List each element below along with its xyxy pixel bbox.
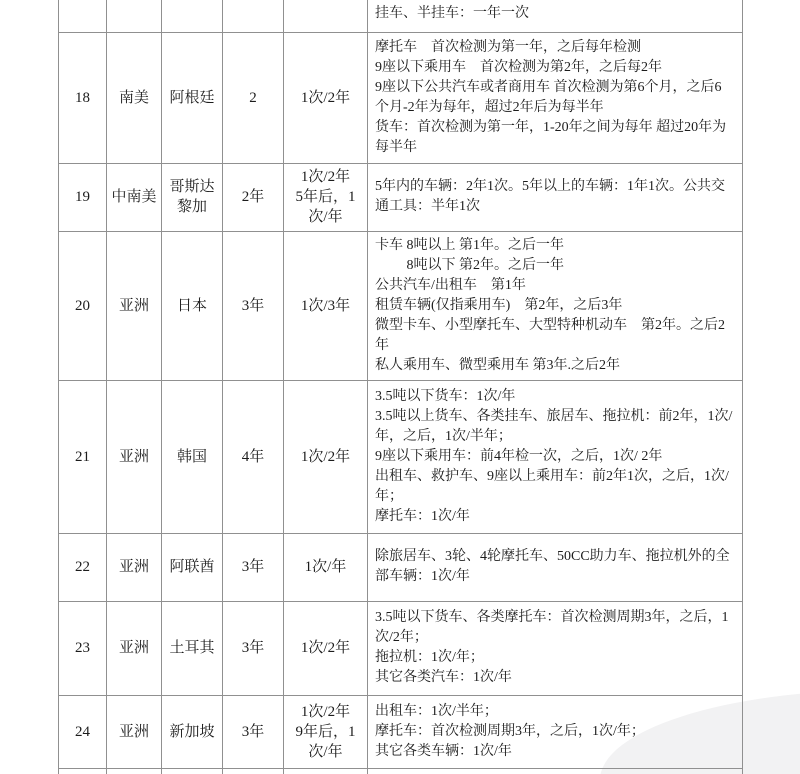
country-cell: 哥斯达黎加: [162, 163, 223, 231]
detail-line: 私人乘用车、微型乘用车 第3年.之后2年: [375, 357, 620, 373]
detail-line: 卡车 8吨以上 第1年。之后一年: [375, 237, 564, 253]
frequency-cell: [284, 231, 368, 380]
table-row: [59, 231, 743, 380]
row-number-cell: 23: [59, 601, 107, 695]
table-row: [59, 380, 743, 533]
detail-line: 其它各类车辆：1次/年: [375, 743, 512, 759]
detail-line: 3.5吨以下货车、各类摩托车：首次检测周期3年，之后，1次/2年；: [375, 610, 729, 645]
frequency-line: 1次/2年: [300, 640, 351, 656]
region-cell: [107, 0, 162, 32]
region-cell: 中南美: [107, 163, 162, 231]
detail-line: 租赁车辆(仅指乘用车) 第2年，之后3年: [375, 297, 623, 313]
row-number-cell: 22: [59, 533, 107, 601]
details-cell: [368, 231, 743, 380]
first-inspection-cell: 3年: [223, 695, 284, 768]
detail-line: 摩托车：首次检测周期3年，之后，1次/年；: [375, 723, 645, 739]
detail-line: 货车：首次检测为第一年，1-20年之间为每年 超过20年为每半年: [375, 119, 727, 155]
frequency-cell: [284, 695, 368, 768]
country-cell: [162, 768, 223, 774]
frequency-line: 1次/2年: [300, 89, 351, 106]
details-cell: [368, 32, 743, 163]
region-cell: 亚洲: [107, 601, 162, 695]
frequency-line: 1次/2年: [300, 169, 351, 185]
row-number-cell: 21: [59, 380, 107, 533]
table-body: [59, 0, 743, 774]
country-cell: 日本: [162, 231, 223, 380]
detail-line: 摩托车：1次/年: [375, 508, 470, 524]
first-inspection-cell: 2年: [223, 163, 284, 231]
frequency-cell: [284, 32, 368, 163]
detail-line: 9座以下乘用车：前4年检一次，之后，1次/ 2年: [375, 448, 663, 464]
detail-line: 摩托车 首次检测为第一年，之后每年检测: [375, 39, 641, 55]
details-cell: [368, 768, 743, 774]
table-row: [59, 533, 743, 601]
detail-line: 8吨以下 第2年。之后一年: [375, 257, 564, 273]
row-number-cell: 19: [59, 163, 107, 231]
region-cell: 亚洲: [107, 533, 162, 601]
table-row: [59, 695, 743, 768]
details-cell: [368, 695, 743, 768]
detail-line: 其它各类汽车：1次/年: [375, 670, 512, 685]
frequency-cell: [284, 768, 368, 774]
frequency-line: 1次/2年: [300, 703, 351, 720]
region-cell: [107, 768, 162, 774]
country-cell: 韩国: [162, 380, 223, 533]
first-inspection-cell: [223, 768, 284, 774]
detail-line: 挂车、半挂车：一年一次: [375, 6, 529, 21]
region-cell: 亚洲: [107, 231, 162, 380]
frequency-cell: [284, 163, 368, 231]
first-inspection-cell: 2: [223, 32, 284, 163]
first-inspection-cell: 3年: [223, 533, 284, 601]
table-row-partial-top: [59, 0, 743, 32]
table-row: [59, 163, 743, 231]
details-cell: [368, 163, 743, 231]
frequency-line: 9年后，1次/年: [295, 723, 356, 760]
frequency-line: 1次/3年: [300, 297, 351, 314]
frequency-cell: [284, 0, 368, 32]
row-number-cell: 18: [59, 32, 107, 163]
row-number-cell: [59, 0, 107, 32]
detail-line: 微型卡车、小型摩托车、大型特种机动车 第2年。之后2年: [375, 317, 725, 353]
row-number-cell: 20: [59, 231, 107, 380]
region-cell: 亚洲: [107, 695, 162, 768]
frequency-cell: [284, 601, 368, 695]
detail-line: 9座以下公共汽车或者商用车 首次检测为第6个月，之后6个月-2年为每年，超过2年后为每半年: [375, 79, 722, 115]
detail-line: 9座以下乘用车 首次检测为第2年，之后每2年: [375, 59, 662, 75]
detail-line: 出租车：1次/半年；: [375, 703, 498, 719]
row-number-cell: [59, 768, 107, 774]
table-row-partial-bottom: [59, 768, 743, 774]
table-row: [59, 32, 743, 163]
country-cell: 阿联酋: [162, 533, 223, 601]
inspection-cycle-table: [58, 0, 743, 774]
detail-line: 出租车、救护车、9座以上乘用车：前2年1次，之后，1次/年；: [375, 468, 729, 504]
frequency-line: 1次/年: [304, 559, 347, 575]
country-cell: 新加坡: [162, 695, 223, 768]
details-cell: [368, 380, 743, 533]
details-cell: [368, 533, 743, 601]
country-cell: 阿根廷: [162, 32, 223, 163]
details-cell: [368, 601, 743, 695]
frequency-line: 1次/2年: [300, 448, 351, 465]
region-cell: 南美: [107, 32, 162, 163]
detail-line: 除旅居车、3轮、4轮摩托车、50CC助力车、拖拉机外的全部车辆：1次/年: [375, 549, 730, 584]
detail-line: 5年内的车辆：2年1次。5年以上的车辆：1年1次。公共交通工具：半年1次: [375, 179, 725, 214]
frequency-line: 5年后，1次/年: [295, 189, 356, 225]
first-inspection-cell: 3年: [223, 231, 284, 380]
table-row: [59, 601, 743, 695]
first-inspection-cell: 4年: [223, 380, 284, 533]
row-number-cell: 24: [59, 695, 107, 768]
details-cell: [368, 0, 743, 32]
detail-line: 3.5吨以下货车：1次/年: [375, 388, 516, 404]
detail-line: 3.5吨以上货车、各类挂车、旅居车、拖拉机：前2年，1次/年，之后，1次/半年；: [375, 408, 733, 444]
first-inspection-cell: [223, 0, 284, 32]
frequency-cell: [284, 380, 368, 533]
country-cell: 土耳其: [162, 601, 223, 695]
country-cell: [162, 0, 223, 32]
region-cell: 亚洲: [107, 380, 162, 533]
frequency-cell: [284, 533, 368, 601]
detail-line: 拖拉机：1次/年；: [375, 650, 484, 665]
first-inspection-cell: 3年: [223, 601, 284, 695]
detail-line: 公共汽车/出租车 第1年: [375, 277, 526, 293]
